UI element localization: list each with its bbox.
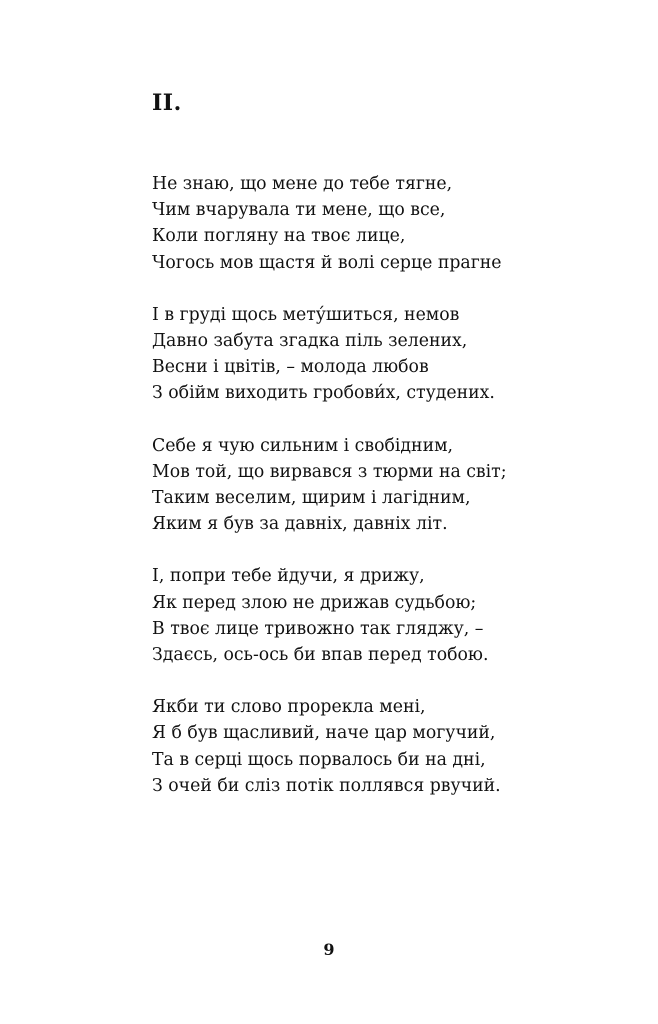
stanza — [152, 433, 632, 538]
poem-line: Себе я чую сильним і свобідним, — [152, 435, 454, 456]
poem-line: Чим вчарувала ти мене, що все, — [152, 200, 446, 221]
poem-line: З обійм виходить гробови́х, студених. — [152, 383, 495, 404]
page-number: 9 — [323, 940, 335, 959]
poem-line: Яким я був за давніх, давніх літ. — [152, 514, 448, 535]
poem-line: Та в серці щось порвалось би на дні, — [152, 749, 486, 770]
poem-line: Таким веселим, щирим і лагідним, — [152, 488, 471, 509]
poem-line: Здаєсь, ось-ось би впав перед тобою. — [152, 645, 489, 666]
stanza — [152, 171, 632, 276]
poem-line: І в груді щось мету́шиться, немов — [152, 304, 460, 325]
poem-line: Не знаю, що мене до тебе тягне, — [152, 174, 453, 194]
stanza — [152, 302, 632, 407]
poem-line: Весни і цвітів, – молода любов — [152, 357, 429, 378]
poem-line: Якби ти слово прорекла мені, — [152, 697, 426, 718]
poem-line: І, попри тебе йдучи, я дрижу, — [152, 566, 425, 587]
poem-line: В твоє лице тривожно так гляджу, – — [152, 618, 484, 639]
stanza — [152, 563, 632, 668]
poem — [152, 171, 632, 825]
poem-line: Коли погляну на твоє лице, — [152, 226, 406, 247]
poem-line: Чогось мов щастя й волі серце прагне — [152, 252, 502, 273]
stanza — [152, 694, 632, 799]
poem-line: Мов той, що вирвався з тюрми на світ; — [152, 461, 507, 482]
section-title: II. — [152, 90, 182, 116]
poem-line: Давно забута згадка піль зелених, — [152, 331, 468, 352]
poem-line: Я б був щасливий, наче цар могучий, — [152, 723, 496, 744]
poem-line: З очей би сліз потік поллявся рвучий. — [152, 775, 501, 796]
poem-line: Як перед злою не дрижав судьбою; — [152, 592, 477, 613]
